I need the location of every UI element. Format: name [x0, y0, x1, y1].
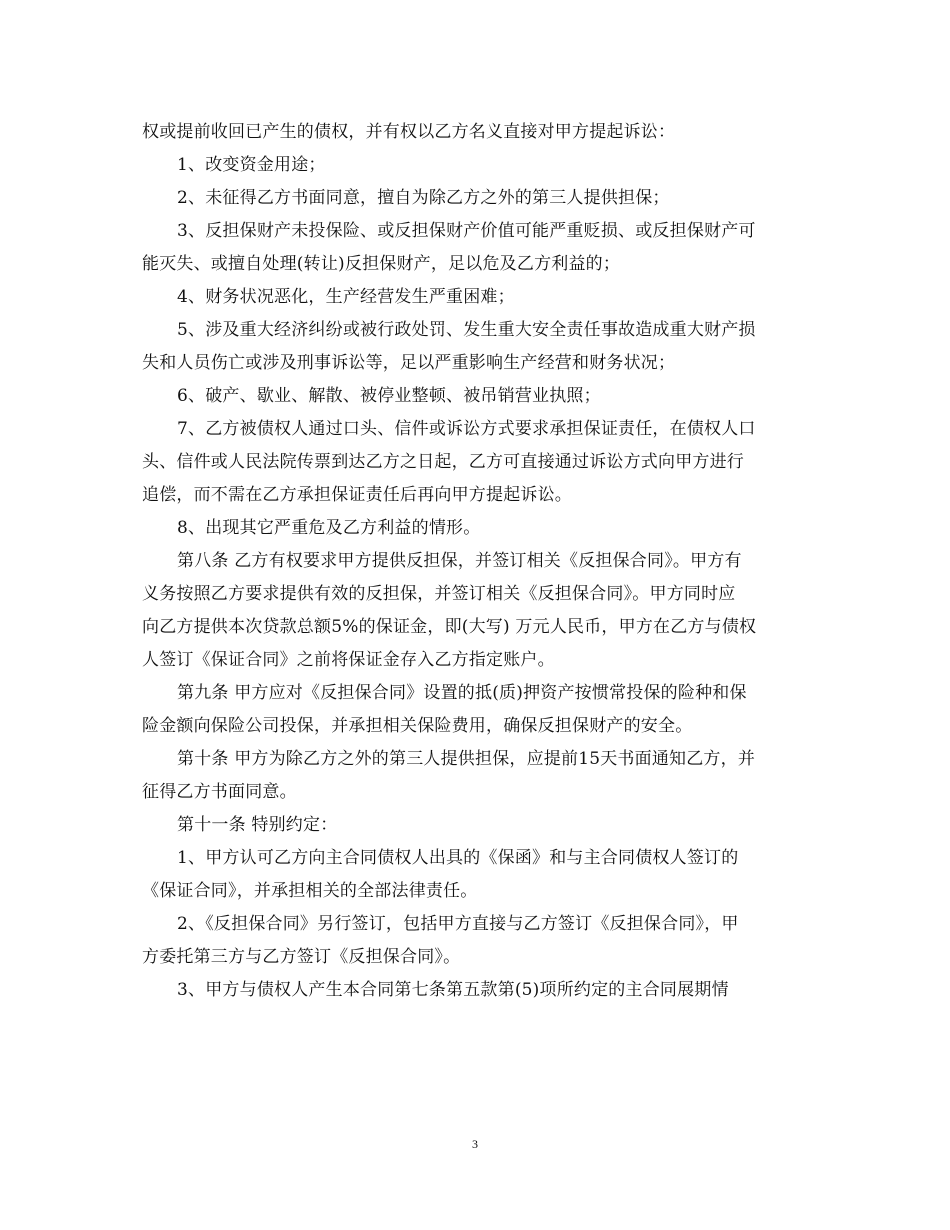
text-line: 4、财务状况恶化，生产经营发生严重困难； [177, 287, 515, 307]
text-line: 义务按照乙方要求提供有效的反担保，并签订相关《反担保合同》。甲方同时应 [142, 584, 736, 604]
document-body [142, 116, 810, 1007]
text-line: 能灭失、或擅自处理(转让)反担保财产，足以危及乙方利益的； [142, 254, 621, 274]
text-line: 1、甲方认可乙方向主合同债权人出具的《保函》和与主合同债权人签订的 [177, 848, 739, 868]
text-line: 第八条 乙方有权要求甲方提供反担保，并签订相关《反担保合同》。甲方有 [177, 551, 742, 571]
text-line: 方委托第三方与乙方签订《反担保合同》。 [142, 947, 461, 967]
text-line: 第十条 甲方为除乙方之外的第三人提供担保，应提前15天书面通知乙方，并 [177, 749, 756, 769]
text-line: 权或提前收回已产生的债权，并有权以乙方名义直接对甲方提起诉讼： [142, 122, 676, 142]
text-line: 险金额向保险公司投保，并承担相关保险费用，确保反担保财产的安全。 [142, 716, 693, 736]
text-line: 《保证合同》，并承担相关的全部法律责任。 [142, 881, 478, 901]
text-line: 第九条 甲方应对《反担保合同》设置的抵(质)押资产按惯常投保的险种和保 [177, 683, 747, 703]
text-line: 1、改变资金用途； [177, 155, 326, 175]
text-line: 3、反担保财产未投保险、或反担保财产价值可能严重贬损、或反担保财产可 [177, 221, 756, 241]
text-line: 5、涉及重大经济纠纷或被行政处罚、发生重大安全责任事故造成重大财产损 [177, 320, 756, 340]
text-line: 追偿，而不需在乙方承担保证责任后再向甲方提起诉讼。 [142, 485, 572, 505]
text-line: 2、未征得乙方书面同意，擅自为除乙方之外的第三人提供担保； [177, 188, 670, 208]
text-line: 向乙方提供本次贷款总额5%的保证金，即(大写) 万元人民币，甲方在乙方与债权 [142, 617, 757, 637]
text-line: 6、破产、歇业、解散、被停业整顿、被吊销营业执照； [177, 386, 601, 406]
text-line: 征得乙方书面同意。 [142, 782, 297, 802]
text-line: 头、信件或人民法院传票到达乙方之日起，乙方可直接通过诉讼方式向甲方进行 [142, 452, 744, 472]
text-line: 3、甲方与债权人产生本合同第七条第五款第(5)项所约定的主合同展期情 [177, 980, 729, 1000]
text-line: 7、乙方被债权人通过口头、信件或诉讼方式要求承担保证责任，在债权人口 [177, 419, 756, 439]
text-line: 8、出现其它严重危及乙方利益的情形。 [177, 518, 481, 538]
page-number: 3 [472, 1137, 478, 1151]
text-line: 失和人员伤亡或涉及刑事诉讼等，足以严重影响生产经营和财务状况； [142, 353, 676, 373]
text-line: 人签订《保证合同》之前将保证金存入乙方指定账户。 [142, 650, 555, 670]
text-line: 第十一条 特别约定： [177, 815, 338, 835]
text-line: 2、《反担保合同》另行签订，包括甲方直接与乙方签订《反担保合同》，甲 [177, 914, 739, 934]
